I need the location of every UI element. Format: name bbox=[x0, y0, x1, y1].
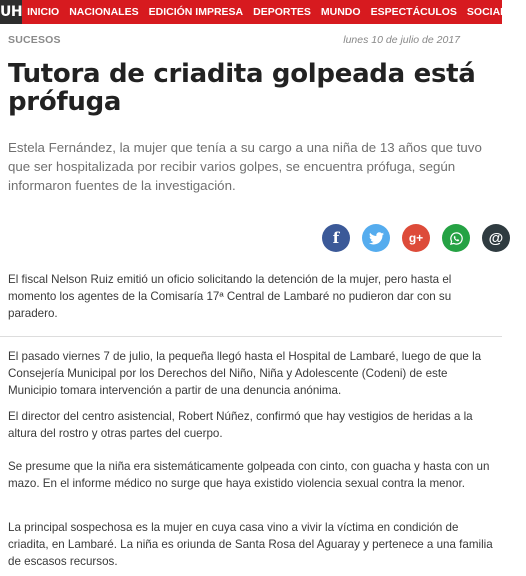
share-google-plus-button[interactable] bbox=[402, 224, 430, 252]
publish-date: lunes 10 de julio de 2017 bbox=[343, 34, 460, 46]
nav-item-edicion-impresa[interactable]: EDICIÓN IMPRESA bbox=[148, 6, 244, 18]
article-meta bbox=[8, 34, 494, 46]
share-twitter-button[interactable] bbox=[362, 224, 390, 252]
nav-item-espectaculos[interactable]: ESPECTÁCULOS bbox=[370, 6, 457, 18]
article-paragraph: La principal sospechosa es la mujer en cuya casa vino a vivir la víctima en condición de criadita, en Lambaré. La niña es oriunda de Santa Rosa del Aguaray y pertenece a una familia de escasos recursos. bbox=[8, 521, 493, 568]
article-paragraph: Se presume que la niña era sistemáticamente golpeada con cinto, con guacha y hasta con un mazo. En el informe médico no surge que haya existido violencia sexual contra la menor. bbox=[8, 460, 490, 490]
google-plus-icon: g+ bbox=[408, 231, 424, 245]
site-logo[interactable]: UH bbox=[0, 0, 22, 24]
nav-item-inicio[interactable]: INICIO bbox=[27, 6, 60, 18]
facebook-icon: f bbox=[332, 229, 340, 247]
article-paragraph: El pasado viernes 7 de julio, la pequeña llegó hasta el Hospital de Lambaré, luego de que la Consejería Municipal por los Derechos del Niño, Niña y Adolescente (Codeni) de este Municipio tomara intervención a partir de una denuncia anónima. bbox=[8, 350, 482, 397]
article-lead: Estela Fernández, la mujer que tenía a su cargo a una niña de 13 años que tuvo que ser hospitalizada por recibir varios golpes, se encuentra prófuga, según informaron fuentes de la investigación. bbox=[8, 140, 482, 193]
share-buttons bbox=[322, 224, 510, 252]
nav-item-mundo[interactable]: MUNDO bbox=[320, 6, 361, 18]
main-nav bbox=[22, 0, 526, 24]
share-facebook-button[interactable] bbox=[322, 224, 350, 252]
twitter-icon bbox=[369, 232, 384, 245]
content-divider bbox=[0, 336, 502, 337]
nav-item-sociales[interactable]: SOCIALES bbox=[466, 6, 521, 18]
share-email-button[interactable] bbox=[482, 224, 510, 252]
nav-item-deportes[interactable]: DEPORTES bbox=[253, 6, 311, 18]
top-navigation-bar bbox=[0, 0, 521, 24]
nav-item-nacionales[interactable]: NACIONALES bbox=[69, 6, 139, 18]
article-paragraph: El director del centro asistencial, Robert Núñez, confirmó que hay vestigios de heridas a la altura del rostro y otras partes del cuerpo. bbox=[8, 410, 473, 440]
article-paragraph: El fiscal Nelson Ruiz emitió un oficio solicitando la detención de la mujer, pero hasta el momento los agentes de la Comisaría 17ª Central de Lambaré no pudieron dar con su paradero. bbox=[8, 273, 452, 320]
whatsapp-icon bbox=[449, 231, 464, 246]
article-title: Tutora de criadita golpeada está prófuga bbox=[8, 59, 476, 117]
share-whatsapp-button[interactable] bbox=[442, 224, 470, 252]
email-icon: @ bbox=[488, 229, 504, 247]
section-label[interactable]: SUCESOS bbox=[8, 34, 61, 46]
